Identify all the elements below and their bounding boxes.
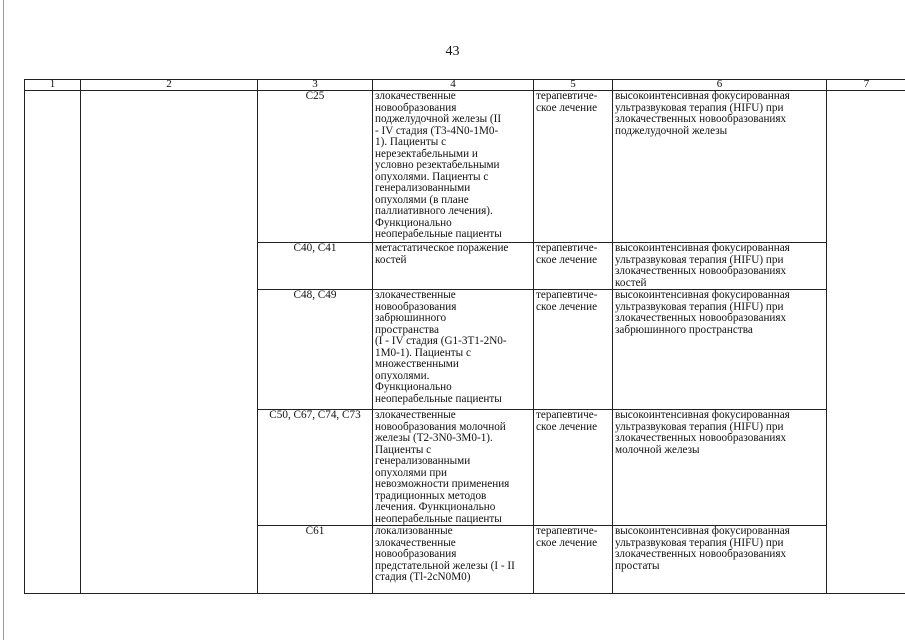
scan-edge-line <box>3 0 4 640</box>
treatment-type-cell: терапевтиче- ское лечение <box>534 91 613 243</box>
column-2-cell <box>81 91 258 594</box>
condition-cell: локализованные злокачественные новообразования предстательной железы (I - II стадия (Tl-2cN0M0) <box>373 526 534 594</box>
icd-code-cell: C25 <box>258 91 373 243</box>
column-header-3: 3 <box>258 80 373 91</box>
table-row <box>25 91 905 243</box>
icd-code-cell: C48, C49 <box>258 290 373 410</box>
column-header-6: 6 <box>613 80 827 91</box>
treatment-type-cell: терапевтиче- ское лечение <box>534 410 613 526</box>
treatment-type-cell: терапевтиче- ское лечение <box>534 290 613 410</box>
icd-code-cell: C50, C67, C74, C73 <box>258 410 373 526</box>
treatment-method-cell: высокоинтенсивная фокусированная ультразвуковая терапия (HIFU) при злокачественных новообразованиях костей <box>613 243 827 290</box>
column-1-cell <box>25 91 81 594</box>
column-header-7: 7 <box>827 80 905 91</box>
table-header-row <box>25 80 905 91</box>
column-header-5: 5 <box>534 80 613 91</box>
page-number: 43 <box>445 44 460 59</box>
column-header-2: 2 <box>81 80 258 91</box>
treatment-method-cell: высокоинтенсивная фокусированная ультразвуковая терапия (HIFU) при злокачественных новообразованиях простаты <box>613 526 827 594</box>
treatment-type-cell: терапевтиче- ское лечение <box>534 243 613 290</box>
column-header-4: 4 <box>373 80 534 91</box>
treatment-method-cell: высокоинтенсивная фокусированная ультразвуковая терапия (HIFU) при злокачественных новообразованиях забрюшинного пространства <box>613 290 827 410</box>
column-header-1: 1 <box>25 80 81 91</box>
condition-cell: злокачественные новообразования забрюшинного пространства (I - IV стадия (G1-3T1-2N0- 1M0-1). Пациенты с множественными опухолями. Функционально неоперабельные пациенты <box>373 290 534 410</box>
treatment-method-cell: высокоинтенсивная фокусированная ультразвуковая терапия (HIFU) при злокачественных новообразованиях поджелудочной железы <box>613 91 827 243</box>
icd-code-cell: C61 <box>258 526 373 594</box>
treatment-type-cell: терапевтиче- ское лечение <box>534 526 613 594</box>
icd-code-cell: C40, C41 <box>258 243 373 290</box>
condition-cell: злокачественные новообразования поджелудочной железы (II - IV стадия (T3-4N0-1M0- 1). Пациенты с нерезектабельными и условно резектабельными опухолями. Пациенты с генерализованными опухолями (в плане паллиативного лечения). Функционально неоперабельные пациенты <box>373 91 534 243</box>
condition-cell: злокачественные новообразования молочной железы (T2-3N0-3M0-1). Пациенты с генерализованными опухолями при невозможности применения традиционных методов лечения. Функционально неоперабельные пациенты <box>373 410 534 526</box>
procedures-table <box>24 79 905 594</box>
treatment-method-cell: высокоинтенсивная фокусированная ультразвуковая терапия (HIFU) при злокачественных новообразованиях молочной железы <box>613 410 827 526</box>
condition-cell: метастатическое поражение костей <box>373 243 534 290</box>
column-7-cell <box>827 91 905 594</box>
